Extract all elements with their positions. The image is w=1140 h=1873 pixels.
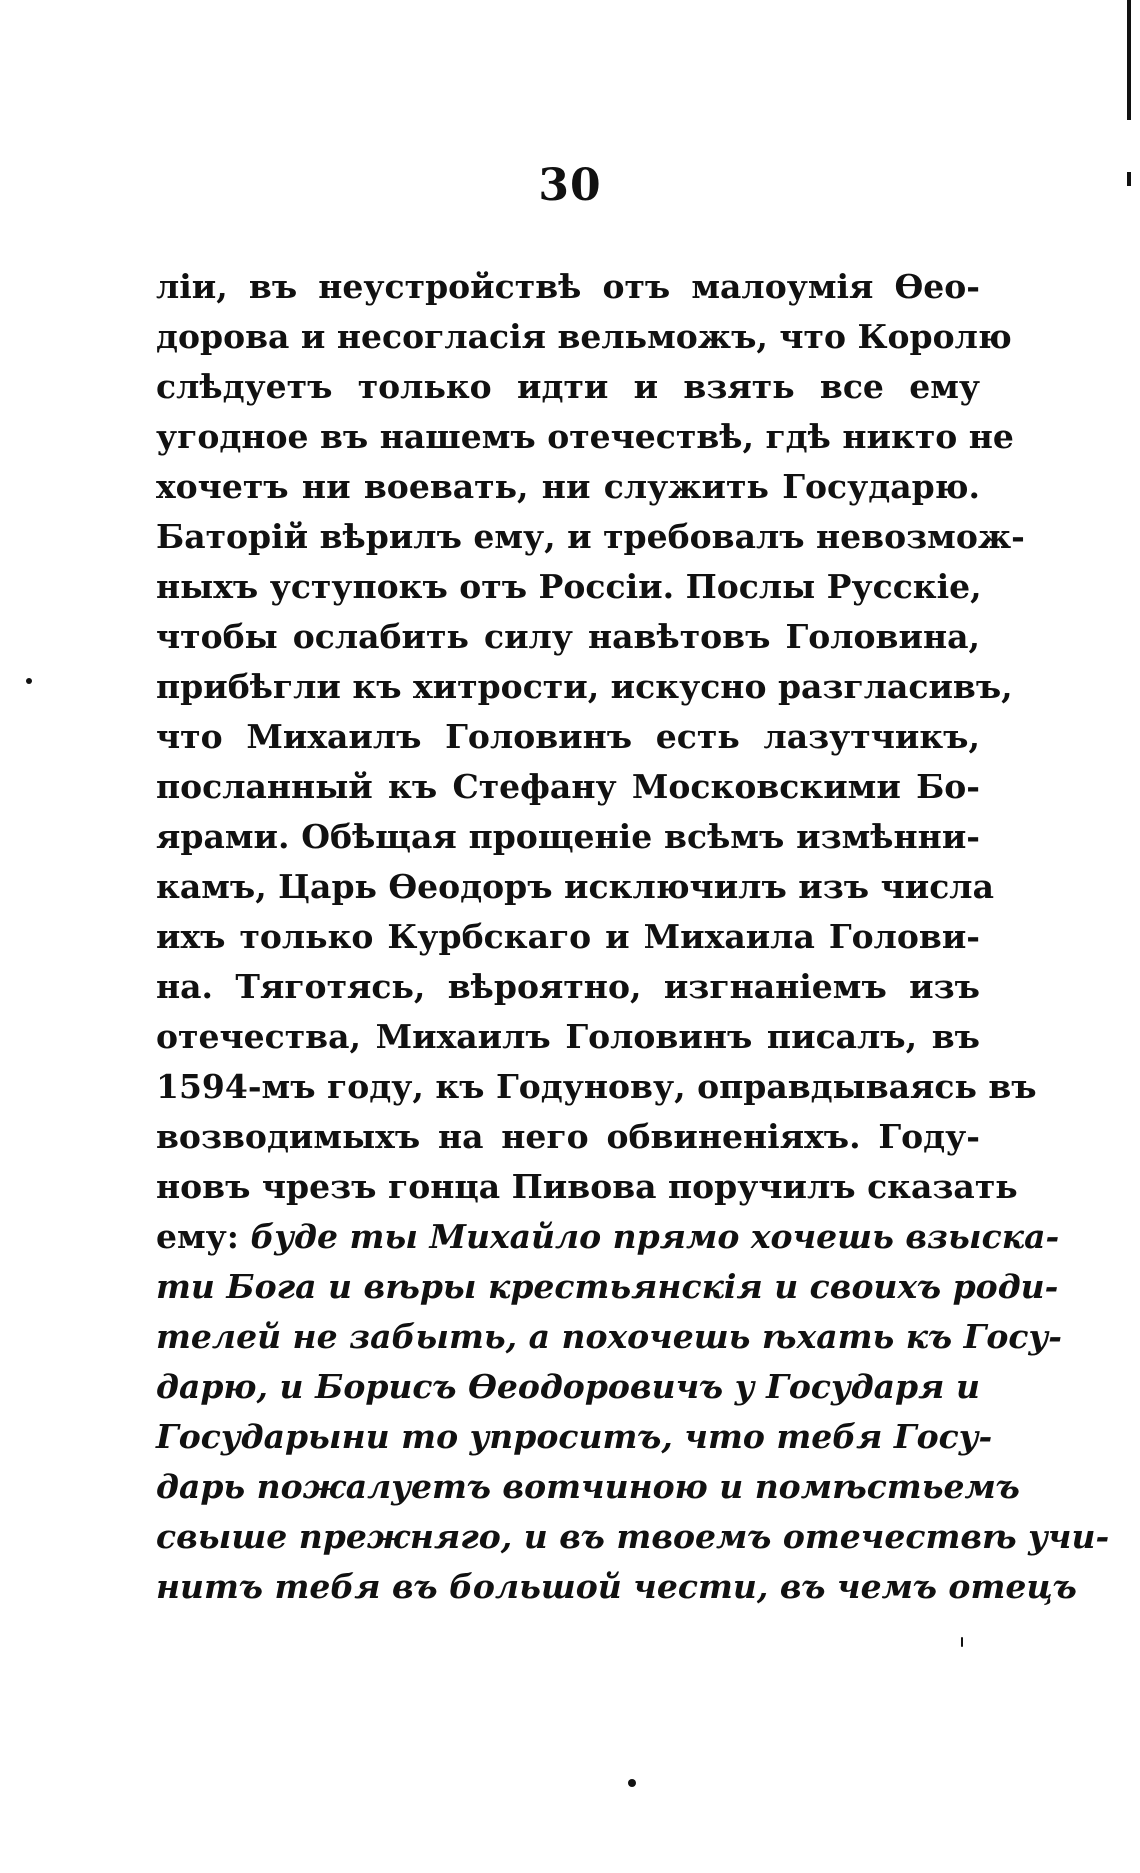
text-line-italic: нитъ тебя въ большой чести, въ чемъ отецъ	[156, 1567, 1077, 1606]
text-run-italic: буде ты Михайло прямо хочешь взыска-	[250, 1217, 1060, 1256]
text-line: посланный къ Стефану Московскими Бо-	[156, 767, 980, 806]
text-line: дорова и несогласія вельможъ, что Королю	[156, 317, 1012, 356]
text-line: ярами. Обѣщая прощеніе всѣмъ измѣнни-	[156, 817, 980, 856]
text-line-italic: ти Бога и вѣры крестьянскія и своихъ роди-	[156, 1267, 1059, 1306]
text-line: что Михаилъ Головинъ есть лазутчикъ,	[156, 717, 980, 756]
text-line: новъ чрезъ гонца Пивова поручилъ сказать	[156, 1167, 1018, 1206]
page-number: 30	[538, 160, 602, 211]
text-line: возводимыхъ на него обвиненіяхъ. Году-	[156, 1117, 980, 1156]
ink-speck	[26, 678, 32, 684]
text-line: на. Тяготясь, вѣроятно, изгнаніемъ изъ	[156, 967, 980, 1006]
text-line-mixed	[156, 1212, 1060, 1262]
page-edge-line	[1127, 0, 1131, 120]
text-line-italic: дарь пожалуетъ вотчиною и помѣстьемъ	[156, 1467, 1020, 1506]
text-line-italic: дарю, и Борисъ Ѳеодоровичъ у Государя и	[156, 1367, 980, 1406]
text-line-italic: свыше прежняго, и въ твоемъ отечествѣ учи-	[156, 1517, 1110, 1556]
text-line-italic: Государыни то упроситъ, что тебя Госу-	[156, 1417, 993, 1456]
text-line: 1594-мъ году, къ Годунову, оправдываясь въ	[156, 1067, 1037, 1106]
body-text	[156, 262, 1110, 1612]
text-line: чтобы ослабить силу навѣтовъ Головина,	[156, 617, 980, 656]
text-line: отечества, Михаилъ Головинъ писалъ, въ	[156, 1017, 980, 1056]
text-line-italic: телей не забыть, а похочешь ѣхать къ Госу-	[156, 1317, 1062, 1356]
page-edge-line	[1127, 172, 1131, 186]
ink-speck	[628, 1779, 636, 1787]
text-line: камъ, Царь Ѳеодоръ исключилъ изъ числа	[156, 867, 994, 906]
text-line: слѣдуетъ только идти и взять все ему	[156, 367, 980, 406]
text-line: ныхъ уступокъ отъ Россіи. Послы Русскіе,	[156, 567, 982, 606]
text-run-roman: ему:	[156, 1217, 251, 1256]
text-line: ихъ только Курбскаго и Михаила Голови-	[156, 917, 980, 956]
text-line: ліи, въ неустройствѣ отъ малоумія Ѳео-	[156, 267, 980, 306]
text-line: хочетъ ни воевать, ни служить Государю.	[156, 467, 980, 506]
text-line: Баторій вѣрилъ ему, и требовалъ невозмож-	[156, 517, 1025, 556]
ink-speck	[961, 1637, 963, 1647]
text-line: прибѣгли къ хитрости, искусно разгласивъ,	[156, 667, 1013, 706]
text-line: угодное въ нашемъ отечествѣ, гдѣ никто не	[156, 417, 1014, 456]
